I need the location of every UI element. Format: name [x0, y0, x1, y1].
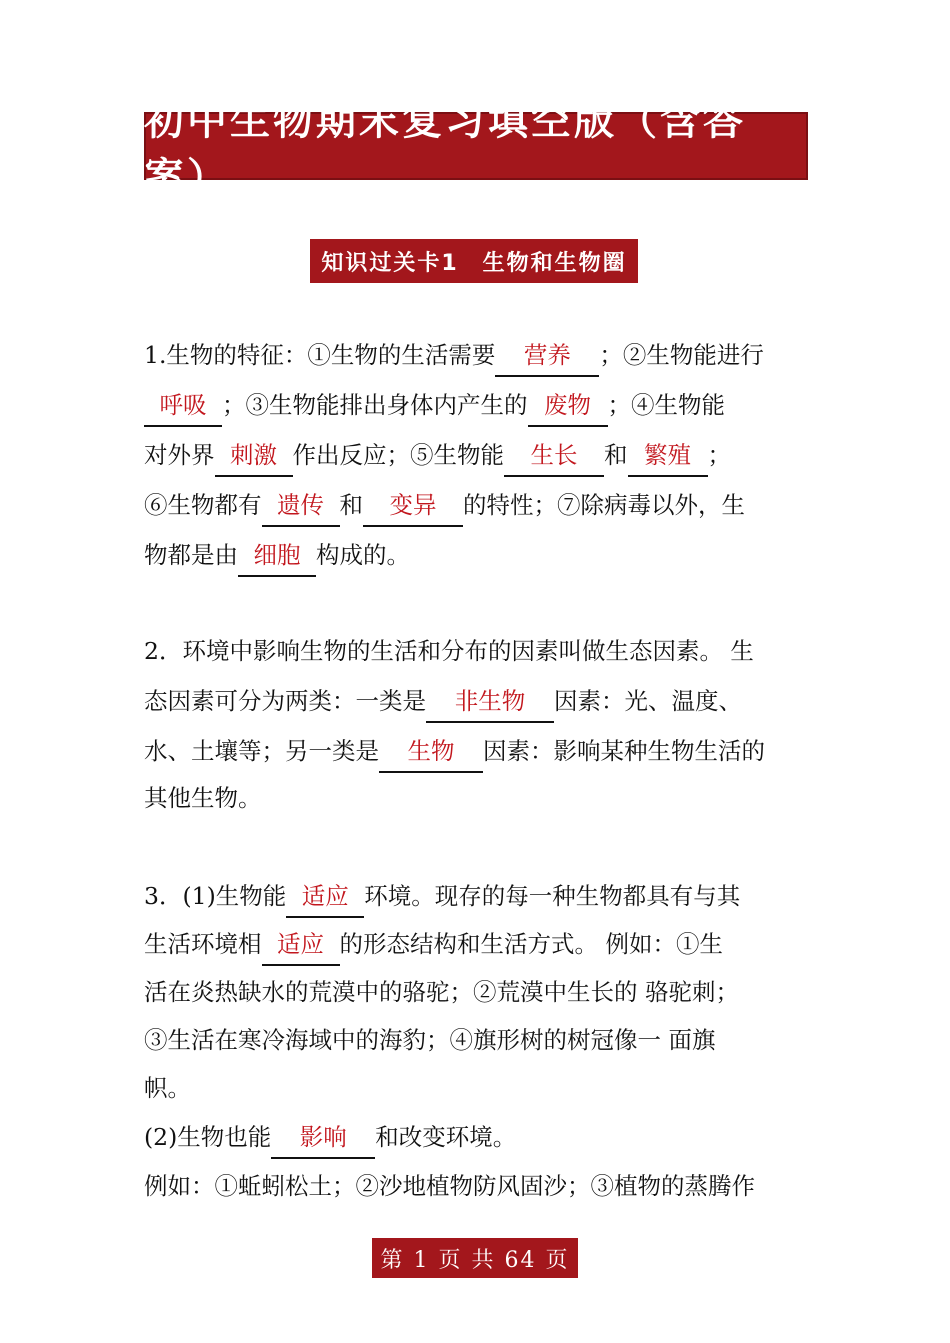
- q3-text: 环境。现存的每一种生物都具有与其: [364, 882, 741, 910]
- q1-text: ⑥生物都有: [144, 491, 262, 519]
- q2-blank-2: [379, 731, 483, 773]
- q1-text: 构成的。: [316, 541, 410, 569]
- q1-text: ；: [707, 441, 731, 469]
- q1-answer-8: 变异: [389, 491, 437, 519]
- q3-text: ③生活在寒冷海域中的海豹；④旗形树的树冠像一 面旗: [144, 1026, 716, 1054]
- q3-answer-2: 适应: [277, 930, 324, 958]
- q2-blank-1: [426, 681, 554, 723]
- page-number: 第 1 页 共 64 页: [380, 1247, 570, 1273]
- q1-text: 对外界: [144, 441, 215, 469]
- q3-text: 3．(1)生物能: [144, 882, 287, 910]
- q3-text: 生活环境相: [144, 930, 262, 958]
- q3-text: 例如：①蚯蚓松土；②沙地植物防风固沙；③植物的蒸腾作: [144, 1172, 755, 1200]
- q3-text: 活在炎热缺水的荒漠中的骆驼；②荒漠中生长的 骆驼刺；: [144, 978, 739, 1006]
- q1-text: 和: [604, 441, 628, 469]
- section-heading: 知识过关卡1 生物和生物圈: [321, 250, 627, 276]
- q2-text: 因素：影响某种生物生活的: [483, 737, 765, 765]
- q3-answer-3: 影响: [299, 1123, 347, 1151]
- q2-text: 2．环境中影响生物的生活和分布的因素叫做生态因素。 生: [144, 637, 754, 665]
- document-title-banner: [144, 98, 808, 201]
- q1-blank-1: [495, 335, 599, 377]
- q1-text: ；③生物能排出身体内产生的: [222, 391, 528, 419]
- q1-blank-9: [238, 535, 316, 577]
- q1-answer-2: 呼吸: [159, 391, 207, 419]
- q1-answer-5: 生长: [530, 441, 578, 469]
- q3-blank-2: [262, 924, 340, 966]
- q2-text: 态因素可分为两类：一类是: [144, 687, 426, 715]
- q3-text: 的形态结构和生活方式。 例如：①生: [339, 930, 723, 958]
- q1-text: 的特性；⑦除病毒以外，生: [463, 491, 745, 519]
- q1-answer-6: 繁殖: [644, 441, 691, 469]
- q3-text: 帜。: [144, 1074, 191, 1102]
- q3-blank-1: [286, 876, 364, 918]
- q1-answer-4: 刺激: [230, 441, 277, 469]
- q1-blank-8: [363, 485, 463, 527]
- question-1: [144, 330, 814, 580]
- q3-text: (2)生物也能: [144, 1123, 272, 1151]
- q1-blank-3: [528, 385, 608, 427]
- q1-text: 和: [339, 491, 363, 519]
- q1-text: 作出反应；⑤生物能: [292, 441, 504, 469]
- q1-text: 1.生物的特征：①生物的生活需要: [144, 341, 496, 369]
- q3-text: 和改变环境。: [375, 1123, 517, 1151]
- q1-answer-3: 废物: [544, 391, 591, 419]
- q1-answer-9: 细胞: [253, 541, 301, 569]
- q1-blank-7: [262, 485, 340, 527]
- q2-text: 因素：光、温度、: [554, 687, 742, 715]
- q3-answer-1: 适应: [301, 882, 349, 910]
- q1-text: ；④生物能: [607, 391, 725, 419]
- q3-blank-3: [271, 1117, 375, 1159]
- q1-blank-2: [144, 385, 222, 427]
- page-number-footer: [372, 1238, 578, 1278]
- q1-answer-7: 遗传: [277, 491, 324, 519]
- q1-text: 物都是由: [144, 541, 238, 569]
- q1-answer-1: 营养: [523, 341, 571, 369]
- question-3: [144, 872, 814, 1210]
- q1-blank-5: [504, 435, 604, 477]
- question-2: [144, 626, 814, 820]
- q2-answer-2: 生物: [407, 737, 455, 765]
- section-heading-banner: [310, 239, 638, 283]
- q2-text: 其他生物。: [144, 784, 262, 812]
- q1-text: ；②生物能进行: [599, 341, 764, 369]
- q2-answer-1: 非生物: [454, 687, 526, 715]
- q1-blank-4: [215, 435, 293, 477]
- q2-text: 水、土壤等；另一类是: [144, 737, 379, 765]
- q1-blank-6: [628, 435, 708, 477]
- document-title: 初中生物期末复习填空版（含答案）: [144, 98, 746, 201]
